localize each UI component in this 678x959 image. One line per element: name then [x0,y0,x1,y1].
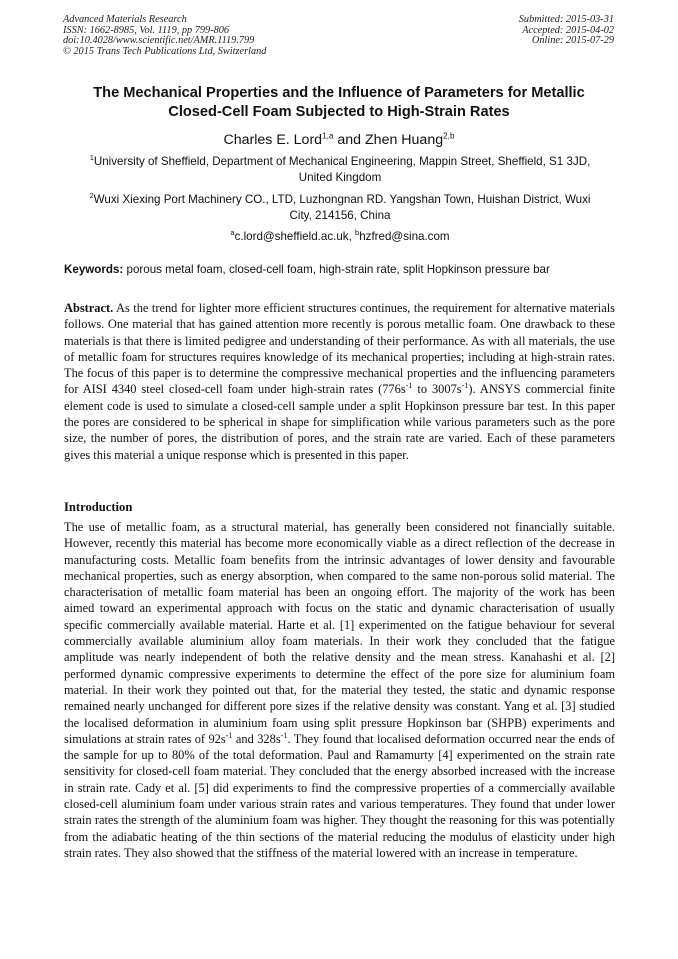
introduction-sup-2: -1 [280,730,288,740]
affiliation-2-line-1: Wuxi Xiexing Port Machinery CO., LTD, Luzhongnan RD. Yangshan Town, Huishan District, Wuxi [93,193,591,206]
abstract-text-2: to 3007s [412,382,462,397]
keywords-label: Keywords: [64,263,124,276]
submitted-date: Submitted: 2015-03-31 [518,14,614,25]
email-a: c.lord@sheffield.ac.uk, [234,230,356,243]
author-list [50,131,628,149]
author-2-superscript: 2,b [443,131,455,141]
introduction-sup-1: -1 [225,730,233,740]
abstract-text-1: As the trend for lighter more efficient structures continues, the requirement for alternative materials follows. One material that has gained attention more recently is porous metallic foam. One drawback to these materials is that there is limited pedigree and understanding of their performance. As with all materials, the use of metallic foam for structures requires knowledge of its mechanical properties; including at high-strain rates. The focus of this paper is to determine the compressive mechanical properties and the influencing parameters for AISI 4340 steel closed-cell foam under high-strain rates (776s [64,301,615,397]
journal-doi: doi:10.4028/www.scientific.net/AMR.1119.799 [63,35,255,47]
introduction-text-2: and 328s [232,731,281,746]
affiliation-2 [60,192,620,224]
affiliation-1-number: 1 [89,153,94,163]
journal-header [63,15,266,57]
affiliation-1-line-2: United Kingdom [298,171,382,184]
abstract [64,300,615,463]
paper-title [50,84,628,122]
author-1: Charles E. Lord [223,132,323,148]
title-line-2: Closed-Cell Foam Subjected to High-Strain Rates [168,104,510,120]
abstract-label: Abstract. [64,301,114,315]
abstract-sup-1: -1 [405,381,413,391]
affiliation-2-number: 2 [89,191,94,201]
author-2: Zhen Huang [365,132,444,148]
email-a-marker: a [230,228,235,238]
email-b-marker: b [355,228,360,238]
affiliation-2-line-2: City, 214156, China [289,209,391,222]
introduction-text-3: . They found that localised deformation occurred near the ends of the sample for up to 80% of the total deformation. Paul and Ramamurty [4] experimented on the strain rate sensitivity for closed-cell foam material. They concluded that the energy absorbed increased with the increase in strain rate. Cady et al. [5] did experiments to find the compressive properties of a commercially available closed-cell aluminium foam under various strain rates and various temperatures. They found that under lower strain rates the strength of the aluminium foam was higher. They thought the reasoning for this was potentially from the adiabatic heating of the thin sections of the material reducing the modulus of elasticity under high strain rates. They also showed that the stiffness of the material lowered with an increase in temperature. [64,731,615,860]
introduction-text-1: The use of metallic foam, as a structural material, has generally been considered not financially suitable. However, recently this material has become more economically viable as a direct reflection of the decrease in manufacturing costs. Metallic foam benefits from the intrinsic advantages of lower density and favourable mechanical properties, such as energy absorption, when compared to the same non-porous solid material. The characterisation of metallic foam material has been an ongoing effort. The majority of the work has been aimed toward an experimental approach with focus on the static and dynamic characterisation of usually specific commercially available material. Harte et al. [1] experimented on the fatigue behaviour for several commercially available aluminium alloy foam materials. In their work they concluded that the fatigue amplitude was nearly independent of both the relative density and the mean stress. Kanahashi et al. [2] performed dynamic compressive experiments to determine the effect of the pore size for aluminium foam material. In their work they pointed out that, for the material they tested, the static and dynamic response remained nearly unchanged for different pore sizes if the relative density was constant. Yang et al. [3] studied the localised deformation in aluminium foam using split pressure Hopkinson bar (SHPB) experiments and simulations at strain rates of 92s [64,520,615,746]
keywords-text: porous metal foam, closed-cell foam, high-strain rate, split Hopkinson pressure bar [123,263,550,276]
online-date: Online: 2015-07-29 [531,35,614,47]
journal-copyright: © 2015 Trans Tech Publications Ltd, Switzerland [63,45,267,57]
keywords [64,262,624,277]
introduction-body [64,519,615,861]
title-line-1: The Mechanical Properties and the Influence of Parameters for Metallic [93,85,585,101]
introduction-heading: Introduction [64,500,133,514]
abstract-text-3: ). ANSYS commercial finite element code is used to simulate a closed-cell sample under a split Hopkinson pressure bar test. In this paper the pores are considered to be spherical in shape for simplification while various parameters such as the pore size, the number of pores, the distribution of pores, and the strain rate are varied. Each of these parameters gives this material a unique response which is presented in this paper. [64,382,616,462]
author-1-superscript: 1,a [322,131,334,141]
affiliation-1 [60,154,620,186]
email-b: hzfred@sina.com [359,230,450,243]
abstract-sup-2: -1 [461,381,469,391]
affiliation-1-line-1: University of Sheffield, Department of Mechanical Engineering, Mappin Street, Sheffield, S1 3JD, [93,155,591,168]
author-emails [60,229,620,245]
journal-issn: ISSN: 1662-8985, Vol. 1119, pp 799-806 [63,24,230,36]
journal-name: Advanced Materials Research [63,14,187,25]
author-joiner: and [333,132,366,148]
accepted-date: Accepted: 2015-04-02 [522,24,614,36]
publication-dates [519,15,614,47]
